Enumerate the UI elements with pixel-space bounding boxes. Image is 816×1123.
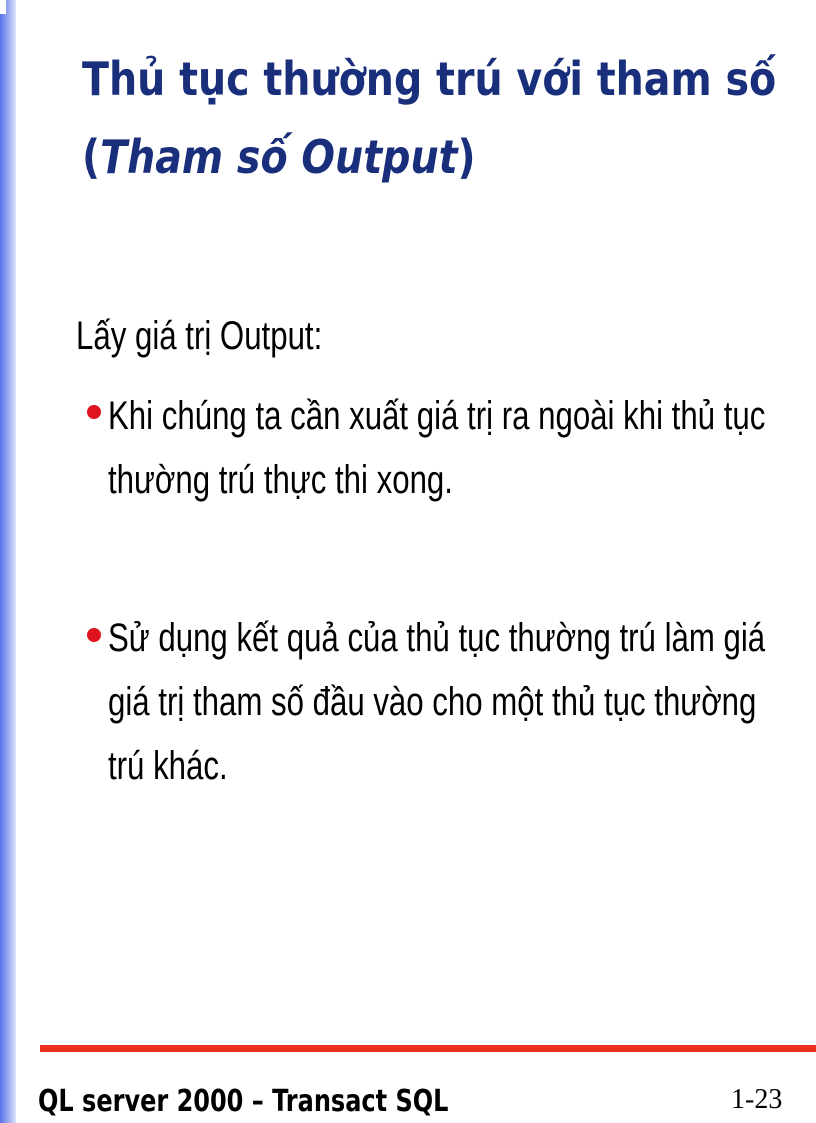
title-line-1: Thủ tục thường trú với tham số <box>82 52 777 106</box>
footer-course-title: QL server 2000 – Transact SQL <box>38 1084 449 1119</box>
bullet-1-line-1: Khi chúng ta cần xuất giá trị ra ngoài khi thủ tục <box>108 394 766 438</box>
bullet-dot-icon <box>87 405 101 419</box>
left-decorative-bar <box>0 0 16 1123</box>
bullet-1-line-2: thường trú thực thi xong. <box>108 458 453 502</box>
title-close-paren: ) <box>457 130 476 184</box>
title-open-paren: ( <box>82 130 101 184</box>
intro-text: Lấy giá trị Output: <box>76 314 323 358</box>
bullet-2-line-3: trú khác. <box>108 744 228 788</box>
title-line-2 <box>82 118 684 196</box>
bullet-2-line-2: giá trị tham số đầu vào cho một thủ tục thường <box>108 680 757 724</box>
bullet-2-line-1: Sử dụng kết quả của thủ tục thường trú làm giá <box>108 616 766 660</box>
bullet-item-1 <box>108 384 765 512</box>
page-number: 1-23 <box>731 1084 783 1115</box>
bullet-dot-icon <box>87 628 101 642</box>
footer-divider <box>40 1045 816 1052</box>
slide-title <box>82 40 777 196</box>
title-italic-text: Tham số Output <box>100 130 458 184</box>
left-bar-notch <box>0 0 6 14</box>
bullet-item-2 <box>108 606 765 798</box>
